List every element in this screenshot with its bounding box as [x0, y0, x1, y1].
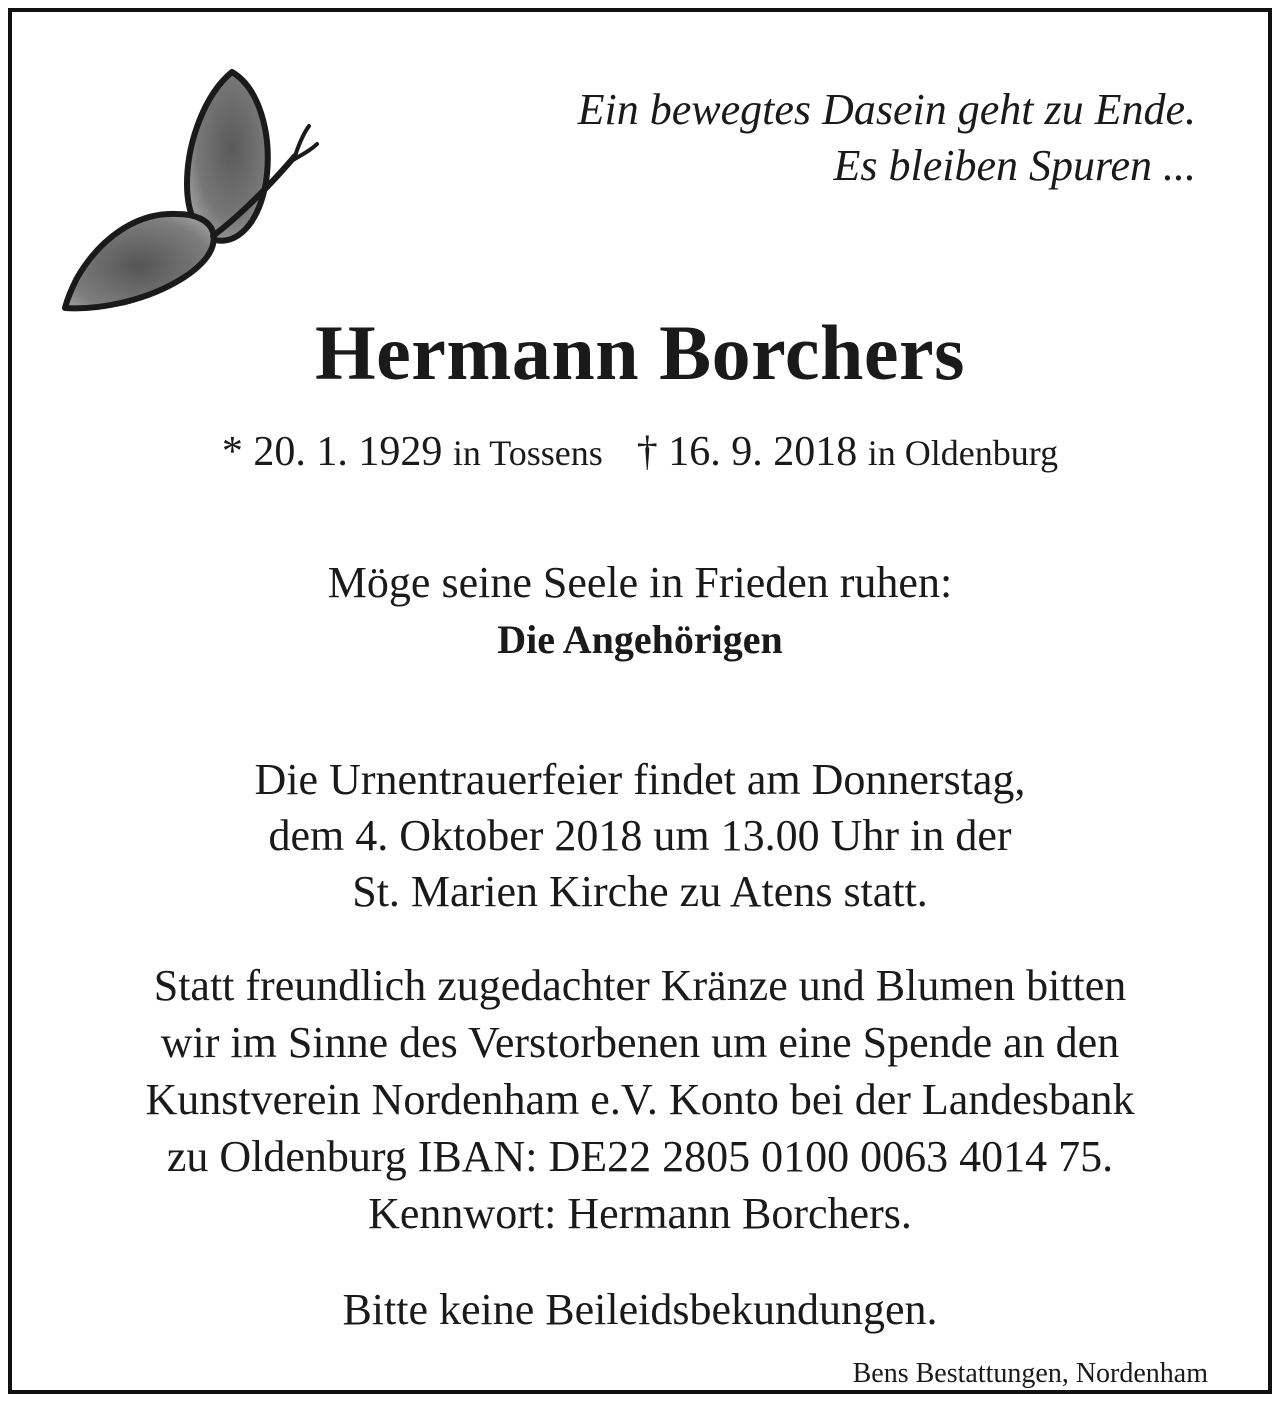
donation-line: Kennwort: Hermann Borchers. — [368, 1189, 912, 1238]
signed-relatives: Die Angehörigen — [497, 617, 783, 662]
death-date: 16. 9. 2018 — [668, 429, 858, 475]
death-symbol: † — [636, 429, 658, 475]
life-dates — [12, 424, 1268, 481]
farewell-line: Möge seine Seele in Frieden ruhen: — [327, 558, 953, 607]
ceremony-text — [12, 752, 1268, 920]
death-place: in Oldenburg — [867, 433, 1059, 473]
undertaker-credit: Bens Bestattungen, Nordenham — [852, 1358, 1208, 1389]
butterfly-icon — [37, 64, 322, 324]
donation-text — [12, 957, 1268, 1242]
birth-date: 20. 1. 1929 — [253, 429, 443, 475]
deceased-name: Hermann Borchers — [315, 309, 965, 396]
donation-line: zu Oldenburg IBAN: DE22 2805 0100 0063 4014 75. — [166, 1132, 1114, 1181]
ceremony-line: Die Urnentrauerfeier findet am Donnerstag, — [254, 755, 1026, 804]
ceremony-line: dem 4. Oktober 2018 um 13.00 Uhr in der — [268, 811, 1012, 860]
obituary-notice — [8, 8, 1272, 1394]
donation-line: Statt freundlich zugedachter Kränze und Blumen bitten — [153, 961, 1127, 1010]
motto-line-1: Ein bewegtes Dasein geht zu Ende. — [577, 85, 1196, 134]
no-condolences-note: Bitte keine Beileidsbekundungen. — [342, 1285, 938, 1334]
donation-line: wir im Sinne des Verstorbenen um eine Spende an den — [160, 1018, 1120, 1067]
donation-line: Kunstverein Nordenham e.V. Konto bei der Landesbank — [145, 1075, 1135, 1124]
motto-line-2: Es bleiben Spuren ... — [833, 141, 1196, 190]
ceremony-line: St. Marien Kirche zu Atens statt. — [352, 867, 928, 916]
birth-symbol: * — [221, 429, 243, 475]
motto — [578, 82, 1196, 194]
birth-place: in Tossens — [452, 433, 603, 473]
